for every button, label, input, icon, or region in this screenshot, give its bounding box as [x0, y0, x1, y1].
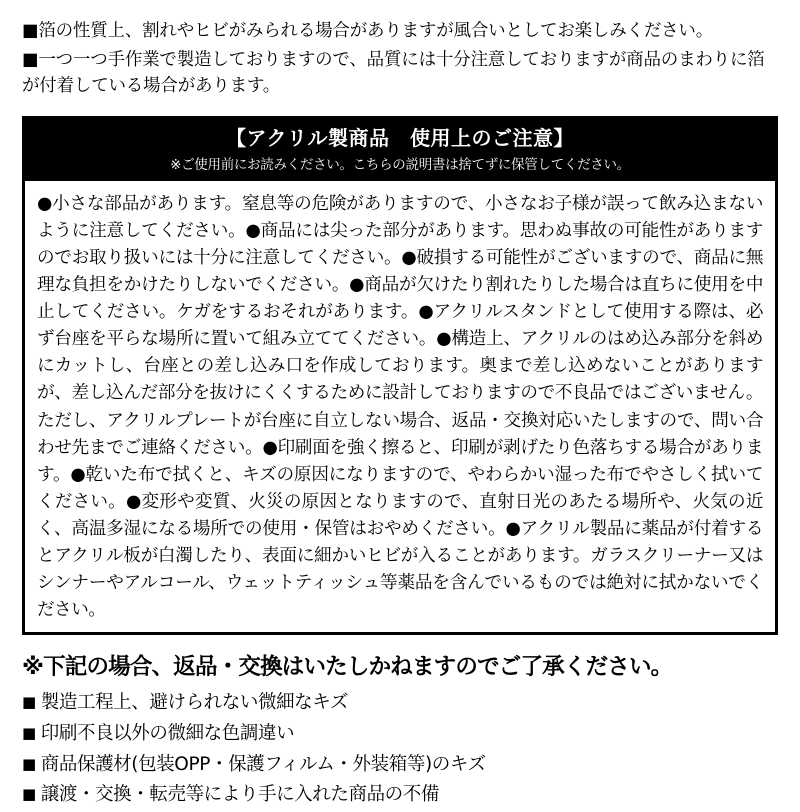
top-notes-section: [22, 18, 778, 102]
panel-title: 【アクリル製商品 使用上のご注意】: [226, 125, 574, 150]
list-item: [22, 689, 778, 718]
square-bullet-icon: ■: [22, 754, 36, 773]
square-bullet-icon: ■: [22, 723, 36, 742]
acrylic-notice-panel: [22, 116, 778, 636]
list-item: [22, 781, 778, 810]
panel-body-text: ●小さな部品があります。窒息等の危険がありますので、小さなお子様が誤って飲み込まないように注意してください。●商品には尖った部分があります。思わぬ事故の可能性がありますのでお取り扱いには十分に注意してください。●破損する可能性がございますので、商品に無理な負担をかけたりしないでください。●商品が欠けたり割れたりした場合は直ちに使用を中止してください。ケガをするおそれがあります。●アクリルスタンドとして使用する際は、必ず台座を平らな場所に置いて組み立ててください。●構造上、アクリルのはめ込み部分を斜めにカットし、台座との差し込み口を作成しております。奥まで差し込めないことがありますが、差し込んだ部分を抜けにくくするために設計しておりますので不良品ではございません。ただし、アクリルプレートが台座に自立しない場合、返品・交換対応いたしますので、問い合わせ先までご連絡ください。●印刷面を強く擦ると、印刷が剥げたり色落ちする場合があります。●乾いた布で拭くと、キズの原因になりますので、やわらかい湿った布でやさしく拭いてください。●変形や変質、火災の原因となりますので、直射日光のあたる場所や、火気の近く、高温多湿になる場所での使用・保管はおやめください。●アクリル製品に薬品が付着するとアクリル板が白濁したり、表面に細かいヒビが入ることがあります。ガラスクリーナー又はシンナーやアルコール、ウェットティッシュ等薬品を含んでいるものでは絶対に拭かないでください。: [37, 193, 763, 621]
top-note-1: ■箔の性質上、割れやヒビがみられる場合がありますが風合いとしてお楽しみください。: [22, 21, 714, 41]
square-bullet-icon: ■: [22, 785, 36, 804]
top-note-2: ■一つ一つ手作業で製造しておりますので、品質には十分注意しておりますが商品のまわりに箔が付着している場合があります。: [22, 49, 765, 97]
return-policy-title: ※下記の場合、返品・交換はいたしかねますのでご了承ください。: [22, 654, 673, 681]
list-item-label: 製造工程上、避けられない微細なキズ: [40, 692, 349, 714]
list-item: [22, 751, 778, 780]
return-policy-list: [22, 689, 778, 810]
list-item-label: 商品保護材(包装OPP・保護フィルム・外装箱等)のキズ: [40, 753, 486, 775]
square-bullet-icon: ■: [22, 693, 36, 712]
list-item-label: 印刷不良以外の微細な色調違い: [40, 722, 295, 744]
panel-subtitle: ※ご使用前にお読みください。こちらの説明書は捨てずに保管してください。: [170, 156, 630, 173]
panel-header: [25, 119, 775, 181]
return-policy-section: [22, 649, 778, 812]
list-item-label: 譲渡・交換・転売等により手に入れた商品の不備: [40, 784, 439, 806]
list-item: [22, 720, 778, 749]
